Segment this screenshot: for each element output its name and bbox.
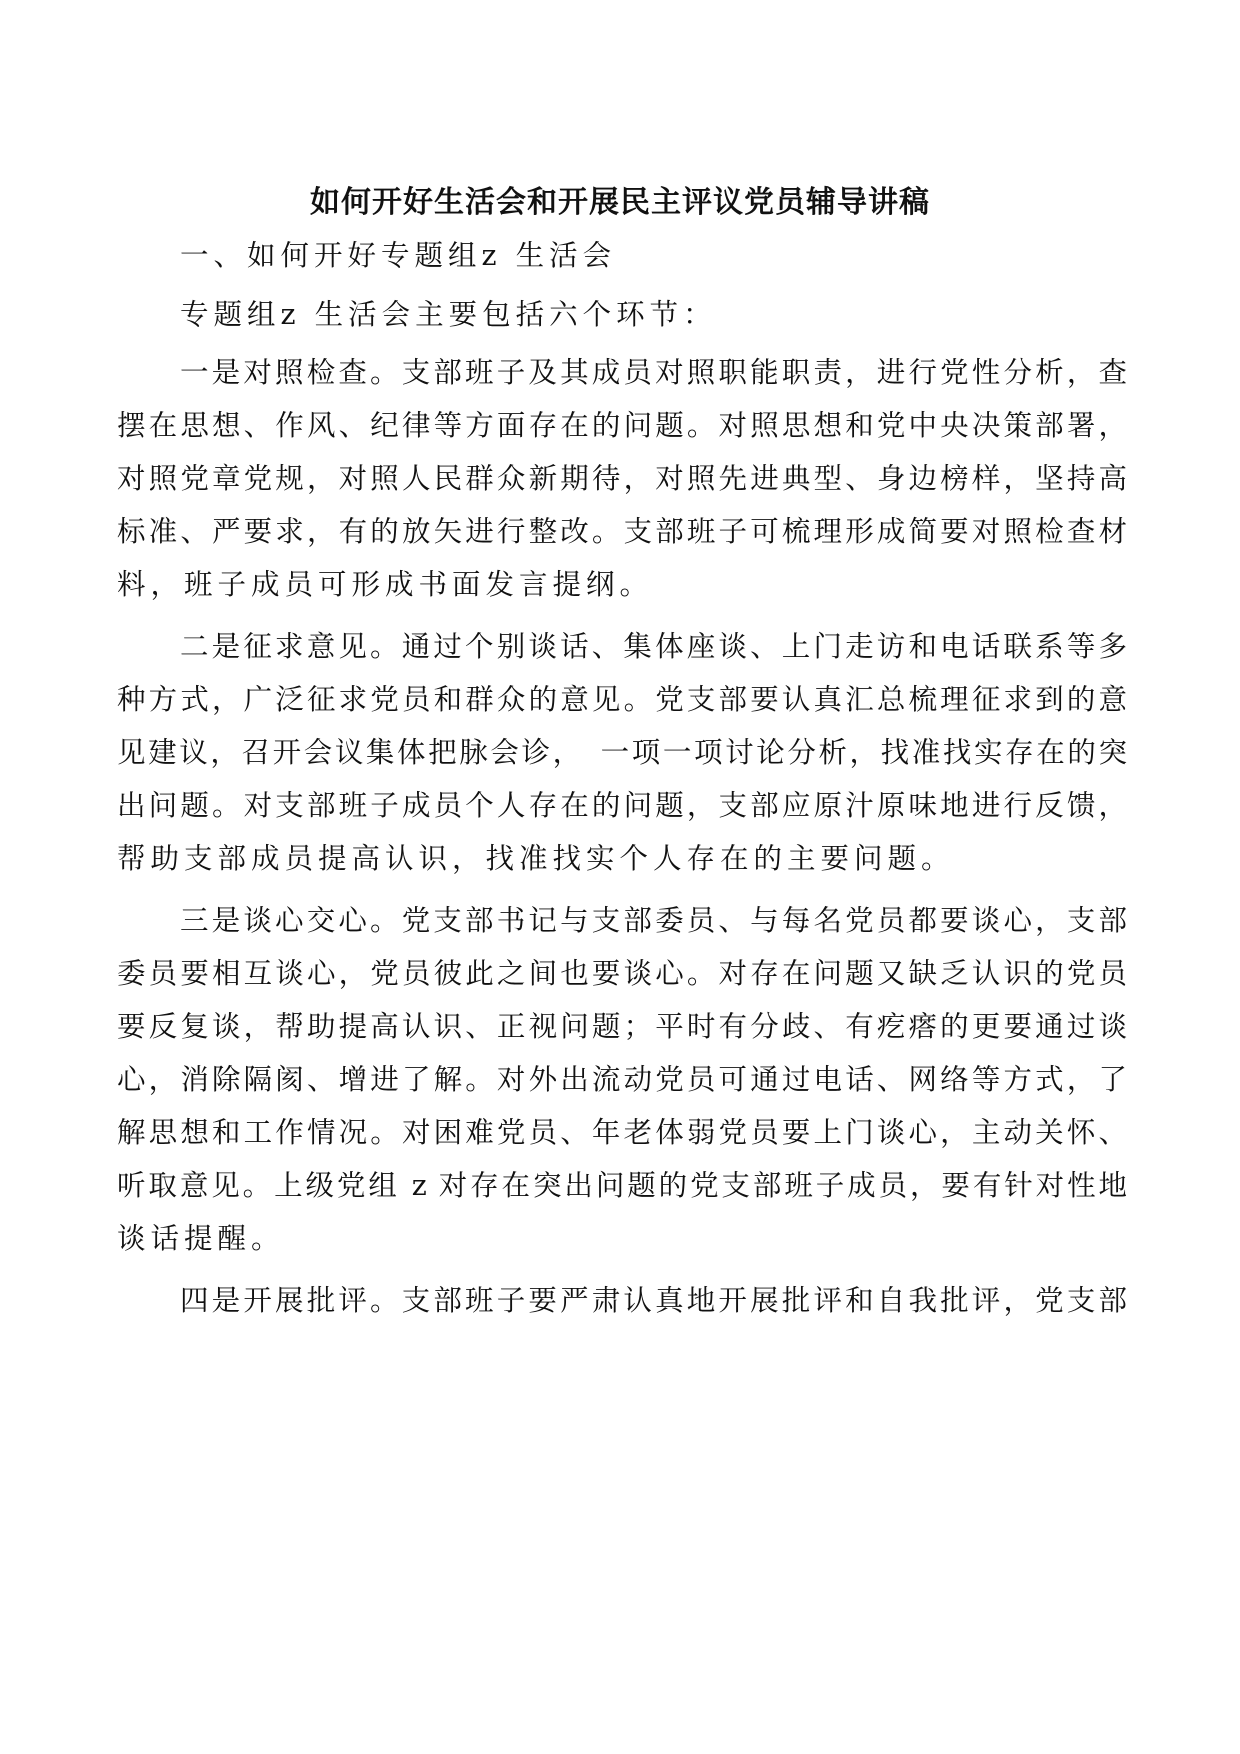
paragraph-line: 出问题。对支部班子成员个人存在的问题，支部应原汁原味地进行反馈， [117,789,1127,822]
paragraph-line: 四是开展批评。支部班子要严肃认真地开展批评和自我批评，党支部 [180,1284,1127,1317]
paragraph-line: 要反复谈，帮助提高认识、正视问题；平时有分歧、有疙瘩的更要通过谈 [117,1010,1127,1043]
paragraph-line: 摆在思想、作风、纪律等方面存在的问题。对照思想和党中央决策部署， [117,409,1127,442]
paragraph-line: 谈话提醒。 [117,1222,285,1255]
paragraph-line: 委员要相互谈心，党员彼此之间也要谈心。对存在问题又缺乏认识的党员 [117,957,1127,990]
document-title: 如何开好生活会和开展民主评议党员辅导讲稿 [310,185,930,220]
section-heading: 一、如何开好专题组z 生活会 [180,239,617,272]
paragraph-line: 对照党章党规，对照人民群众新期待，对照先进典型、身边榜样，坚持高 [117,462,1127,495]
paragraph-line: 料，班子成员可形成书面发言提纲。 [117,568,654,601]
paragraph-line: 标准、严要求，有的放矢进行整改。支部班子可梳理形成简要对照检查材 [117,515,1127,548]
paragraph-line: 种方式，广泛征求党员和群众的意见。党支部要认真汇总梳理征求到的意 [117,683,1127,716]
paragraph-line: 听取意见。上级党组 z 对存在突出问题的党支部班子成员，要有针对性地 [117,1169,1127,1202]
paragraph-line: 二是征求意见。通过个别谈话、集体座谈、上门走访和电话联系等多 [180,630,1127,663]
paragraph-line: 心，消除隔阂、增进了解。对外出流动党员可通过电话、网络等方式，了 [117,1063,1127,1096]
paragraph-line: 三是谈心交心。党支部书记与支部委员、与每名党员都要谈心，支部 [180,904,1127,937]
paragraph-line: 一是对照检查。支部班子及其成员对照职能职责，进行党性分析，查 [180,356,1127,389]
paragraph-line: 见建议，召开会议集体把脉会诊， 一项一项讨论分析，找准找实存在的突 [117,736,1127,769]
paragraph-line: 解思想和工作情况。对困难党员、年老体弱党员要上门谈心，主动关怀、 [117,1116,1127,1149]
paragraph-line: 帮助支部成员提高认识，找准找实个人存在的主要问题。 [117,842,955,875]
paragraph-line: 专题组z 生活会主要包括六个环节： [180,298,717,331]
